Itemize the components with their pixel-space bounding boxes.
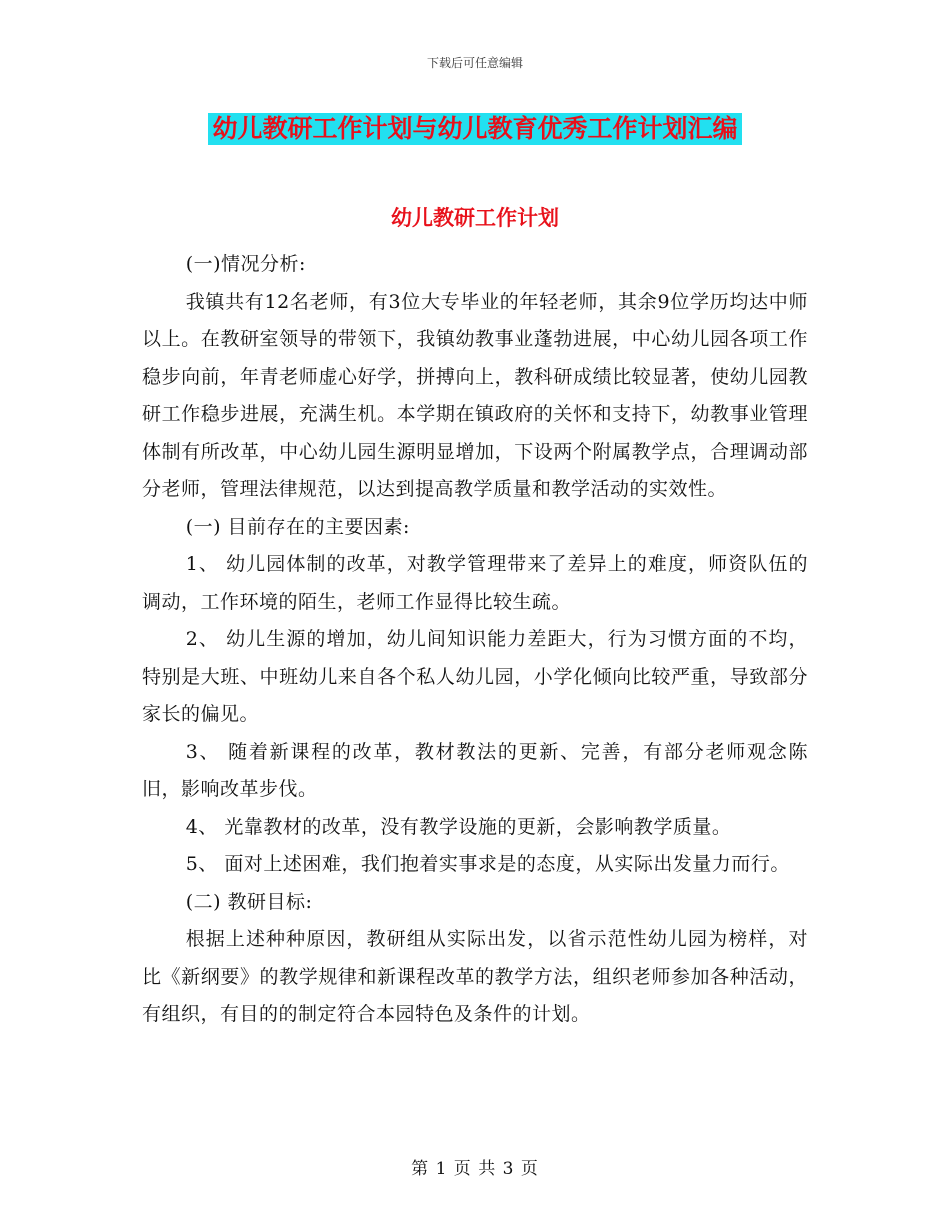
paragraph-factor-5: 5、 面对上述困难，我们抱着实事求是的态度，从实际出发量力而行。 (185, 853, 790, 875)
paragraph-situation-analysis: 我镇共有12名老师，有3位大专毕业的年轻老师，其余9位学历均达中师以上。在教研室领导的带领下，我镇幼教事业蓬勃进展，中心幼儿园各项工作稳步向前，年青老师虚心好学，拼搏向上，教科研成绩比较显著，使幼儿园教研工作稳步进展，充满生机。本学期在镇政府的关怀和支持下，幼教事业管理体制有所改革，中心幼儿园生源明显增加，下设两个附属教学点，合理调动部分老师，管理法律规范，以达到提高教学质量和教学活动的实效性。 (142, 290, 808, 500)
document-body (142, 246, 808, 1034)
paragraph-factor-3: 3、 随着新课程的改革，教材教法的更新、完善，有部分老师观念陈旧，影响改革步伐。 (142, 740, 808, 800)
document-sub-title: 幼儿教研工作计划 (391, 206, 559, 230)
paragraph-factor-1: 1、 幼儿园体制的改革，对教学管理带来了差异上的难度，师资队伍的调动，工作环境的陌生，老师工作显得比较生疏。 (142, 553, 808, 613)
main-title-text: 幼儿教研工作计划与幼儿教育优秀工作计划汇编 (208, 113, 741, 145)
paragraph-goals: 根据上述种种原因，教研组从实际出发，以省示范性幼儿园为榜样，对比《新纲要》的教学规律和新课程改革的教学方法，组织老师参加各种活动，有组织，有目的的制定符合本园特色及条件的计划。 (142, 928, 808, 1025)
page-header-note: 下载后可任意编辑 (426, 56, 523, 70)
page-footer-pagination: 第 1 页 共 3 页 (411, 1159, 539, 1179)
paragraph-goals-heading: (二) 教研目标: (185, 890, 313, 913)
paragraph-factor-4: 4、 光靠教材的改革，没有教学设施的更新，会影响教学质量。 (185, 815, 732, 838)
paragraph-factors-heading: (一) 目前存在的主要因素: (185, 515, 410, 538)
paragraph-factor-2: 2、 幼儿生源的增加，幼儿间知识能力差距大，行为习惯方面的不均，特别是大班、中班幼儿来自各个私人幼儿园，小学化倾向比较严重，导致部分家长的偏见。 (142, 628, 808, 725)
paragraph-situation-heading: (一)情况分析: (185, 253, 306, 275)
document-main-title (0, 113, 950, 145)
